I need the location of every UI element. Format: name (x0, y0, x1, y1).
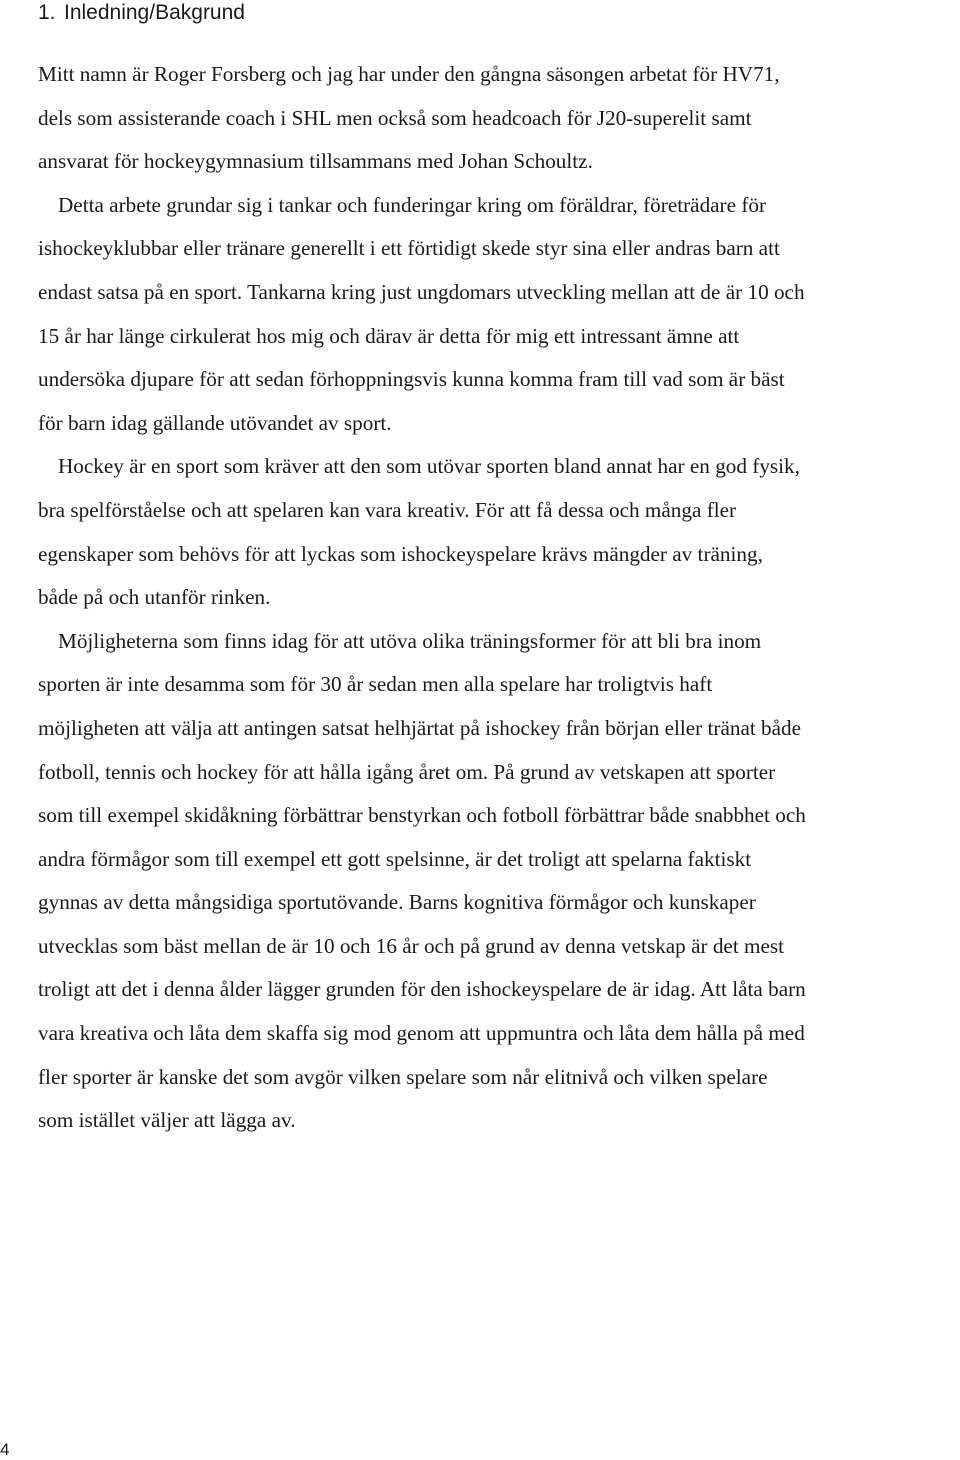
text-line: dels som assisterande coach i SHL men också som headcoach för J20-superelit samt (38, 105, 752, 130)
section-number: 1. (38, 1, 56, 24)
text-line: för barn idag gällande utövandet av sport. (38, 410, 392, 435)
text-line: sporten är inte desamma som för 30 år sedan men alla spelare har troligtvis haft (38, 672, 713, 697)
text-line: Hockey är en sport som kräver att den som utövar sporten bland annat har en god fysik, (58, 454, 800, 479)
text-line: andra förmågor som till exempel ett gott spelsinne, är det troligt att spelarna faktiskt (38, 846, 752, 871)
text-line: bra spelförståelse och att spelaren kan vara kreativ. För att få dessa och många fler (38, 497, 737, 522)
section-title: Inledning/Bakgrund (64, 1, 245, 24)
text-line: gynnas av detta mångsidiga sportutövande. Barns kognitiva förmågor och kunskaper (38, 890, 756, 915)
text-line: som istället väljer att lägga av. (38, 1108, 296, 1133)
text-line: endast satsa på en sport. Tankarna kring just ungdomars utveckling mellan att de är 10 och (38, 279, 805, 304)
text-line: troligt att det i denna ålder lägger grunden för den ishockeyspelare de är idag. Att låta barn (38, 977, 806, 1002)
text-line: som till exempel skidåkning förbättrar benstyrkan och fotboll förbättrar både snabbhet och (38, 803, 806, 828)
body-text (38, 53, 960, 1143)
text-line: vara kreativa och låta dem skaffa sig mod genom att uppmuntra och låta dem hålla på med (38, 1021, 805, 1046)
text-line: utvecklas som bäst mellan de är 10 och 16 år och på grund av denna vetskap är det mest (38, 933, 785, 958)
text-line: ishockeyklubbar eller tränare generellt i ett förtidigt skede styr sina eller andras barn att (38, 236, 780, 261)
text-line: egenskaper som behövs för att lyckas som ishockeyspelare krävs mängder av träning, (38, 541, 763, 566)
text-line: fler sporter är kanske det som avgör vilken spelare som når elitnivå och vilken spelare (38, 1064, 768, 1089)
text-line: ansvarat för hockeygymnasium tillsammans med Johan Schoultz. (38, 149, 593, 174)
text-line: undersöka djupare för att sedan förhoppningsvis kunna komma fram till vad som är bäst (38, 367, 785, 392)
text-line: möjligheten att välja att antingen satsat helhjärtat på ishockey från början eller tränat både (38, 715, 802, 740)
text-line: Mitt namn är Roger Forsberg och jag har under den gångna säsongen arbetat för HV71, (38, 62, 780, 86)
text-line: Möjligheterna som finns idag för att utöva olika träningsformer för att bli bra inom (58, 628, 762, 653)
text-line: fotboll, tennis och hockey för att hålla igång året om. På grund av vetskapen att sporter (38, 759, 776, 784)
text-line: Detta arbete grundar sig i tankar och funderingar kring om föräldrar, företrädare för (58, 192, 767, 217)
section-heading (38, 0, 245, 26)
page-number: 4 (0, 1440, 10, 1459)
text-line: både på och utanför rinken. (38, 585, 271, 610)
text-line: 15 år har länge cirkulerat hos mig och därav är detta för mig ett intressant ämne att (38, 323, 740, 348)
